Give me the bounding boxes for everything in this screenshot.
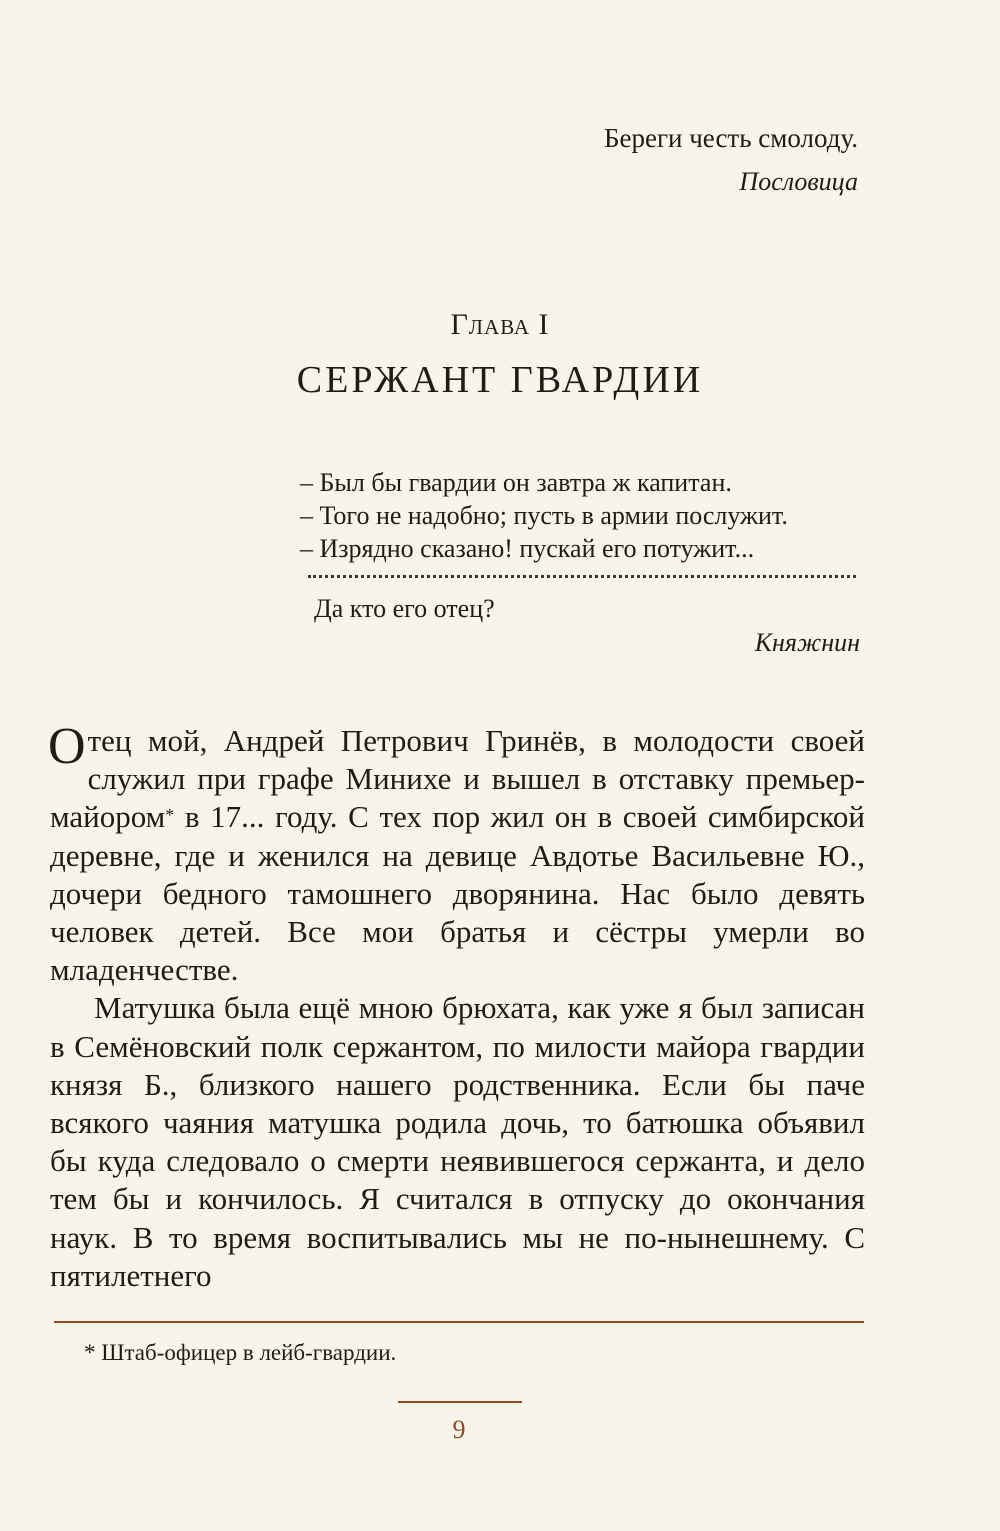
footnote: * Штаб-офицер в лейб-гвардии.	[84, 1340, 397, 1365]
verse-author: Княжнин	[754, 628, 860, 657]
verse-last-line: Да кто его отец?	[314, 594, 495, 623]
drop-cap: О	[48, 718, 86, 775]
ellipsis-divider	[308, 575, 856, 578]
verse-epigraph	[300, 466, 865, 661]
verse-line: – Изрядно сказано! пускай его потужит...	[300, 534, 755, 563]
verse-line: – Того не надобно; пусть в армии послужит.	[300, 501, 788, 530]
epigraph-text: Береги честь смолоду.	[603, 123, 858, 153]
page-number-rule	[398, 1401, 522, 1403]
paragraph-1-text-b: в 17... году. С тех пор жил он в своей симбирской деревне, где и женился на девице Авдотье Васильевне Ю., дочери бедного тамошнего дворянина. Нас было девять человек детей. Все мои братья и сёстры умерли во младенчестве.	[50, 799, 865, 988]
body-text	[48, 718, 865, 1295]
epigraph	[604, 118, 858, 202]
paragraph-1	[48, 718, 865, 989]
footnote-divider	[54, 1321, 864, 1323]
paragraph-1-text-a: тец мой, Андрей Петрович Гринёв, в молодости своей служил при графе Минихе и вышел в отставку премьер-майором	[50, 723, 865, 835]
chapter-title: СЕРЖАНТ ГВАРДИИ	[296, 359, 704, 401]
page-number: 9	[452, 1415, 466, 1444]
verse-line: – Был бы гвардии он завтра ж капитан.	[300, 468, 732, 497]
paragraph-2: Матушка была ещё мною брюхата, как уже я был записан в Семёновский полк сержантом, по милости майора гвардии князя Б., близкого нашего родственника. Если бы паче всякого чаяния матушка родила дочь, то батюшка объявил бы куда следовало о смерти неявившегося сержанта, и дело тем бы и кончилось. Я считался в отпуску до окончания наук. В то время воспитывались мы не по-нынешнему. С пятилетнего	[50, 990, 865, 1293]
chapter-label: Глава I	[450, 308, 550, 341]
epigraph-source: Пословица	[739, 167, 858, 196]
footnote-marker[interactable]: *	[165, 805, 175, 826]
